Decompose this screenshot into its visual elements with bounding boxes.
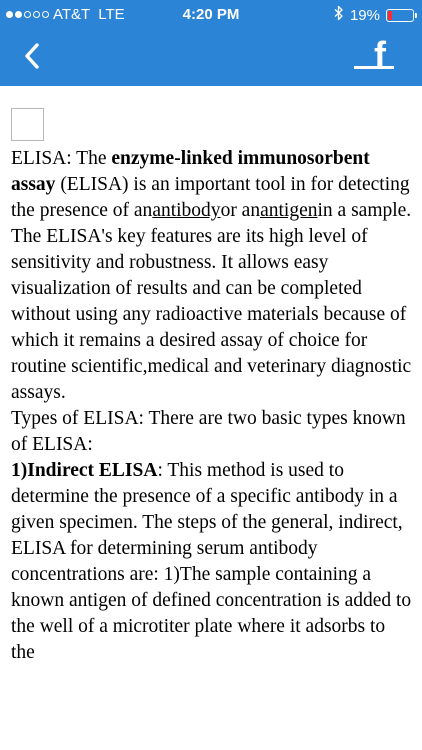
indirect-heading: 1)Indirect ELISA — [11, 460, 158, 481]
types-paragraph: Types of ELISA: There are two basic types known of ELISA: — [11, 408, 406, 455]
antibody-link[interactable]: antibody — [152, 200, 221, 221]
back-button[interactable] — [12, 38, 52, 78]
battery-icon — [386, 9, 414, 22]
article-body — [11, 146, 413, 666]
navigation-bar — [0, 30, 422, 86]
facebook-share-icon — [352, 36, 396, 80]
bluetooth-icon — [334, 5, 344, 25]
chevron-left-icon — [22, 41, 42, 76]
indirect-paragraph — [11, 458, 413, 666]
intro-between-text: or an — [220, 200, 261, 221]
facebook-glyph: f — [374, 36, 386, 75]
battery-fill — [388, 11, 392, 20]
status-bar — [0, 0, 422, 30]
status-right — [334, 5, 414, 25]
intro-term: ELISA: The — [11, 148, 112, 169]
intro-rest-text: in a sample. The ELISA's key features are its high level of sensitivity and robustness. It allows easy visualization of results and can be completed without using any radioactive materials because of which it remains a desired assay of choice for routine scientific,medical and veterinary diagnostic assays. — [11, 200, 412, 403]
battery-tip — [415, 13, 417, 18]
carrier-name: AT&T — [53, 6, 91, 23]
image-placeholder — [11, 108, 44, 141]
battery-percent: 19% — [349, 6, 380, 24]
network-type: LTE — [98, 6, 125, 23]
article-content — [0, 86, 422, 750]
status-time: 4:20 PM — [182, 6, 240, 23]
intro-text: (ELISA) is an important tool in for detecting the presence of an — [11, 174, 410, 221]
facebook-share-button[interactable] — [352, 36, 396, 80]
antigen-link[interactable]: antigen — [260, 200, 318, 221]
intro-paragraph — [11, 146, 413, 406]
indirect-body: : This method is used to determine the presence of a specific antibody in a given specimen. The steps of the general, indirect, ELISA for determining serum antibody concentrations are: 1)The sample containing a known antigen of defined concentration is added to the well of a microtiter plate where it adsorbs to the — [11, 460, 412, 663]
intro-term-bold: enzyme-linked immunosorbent assay — [11, 148, 370, 195]
